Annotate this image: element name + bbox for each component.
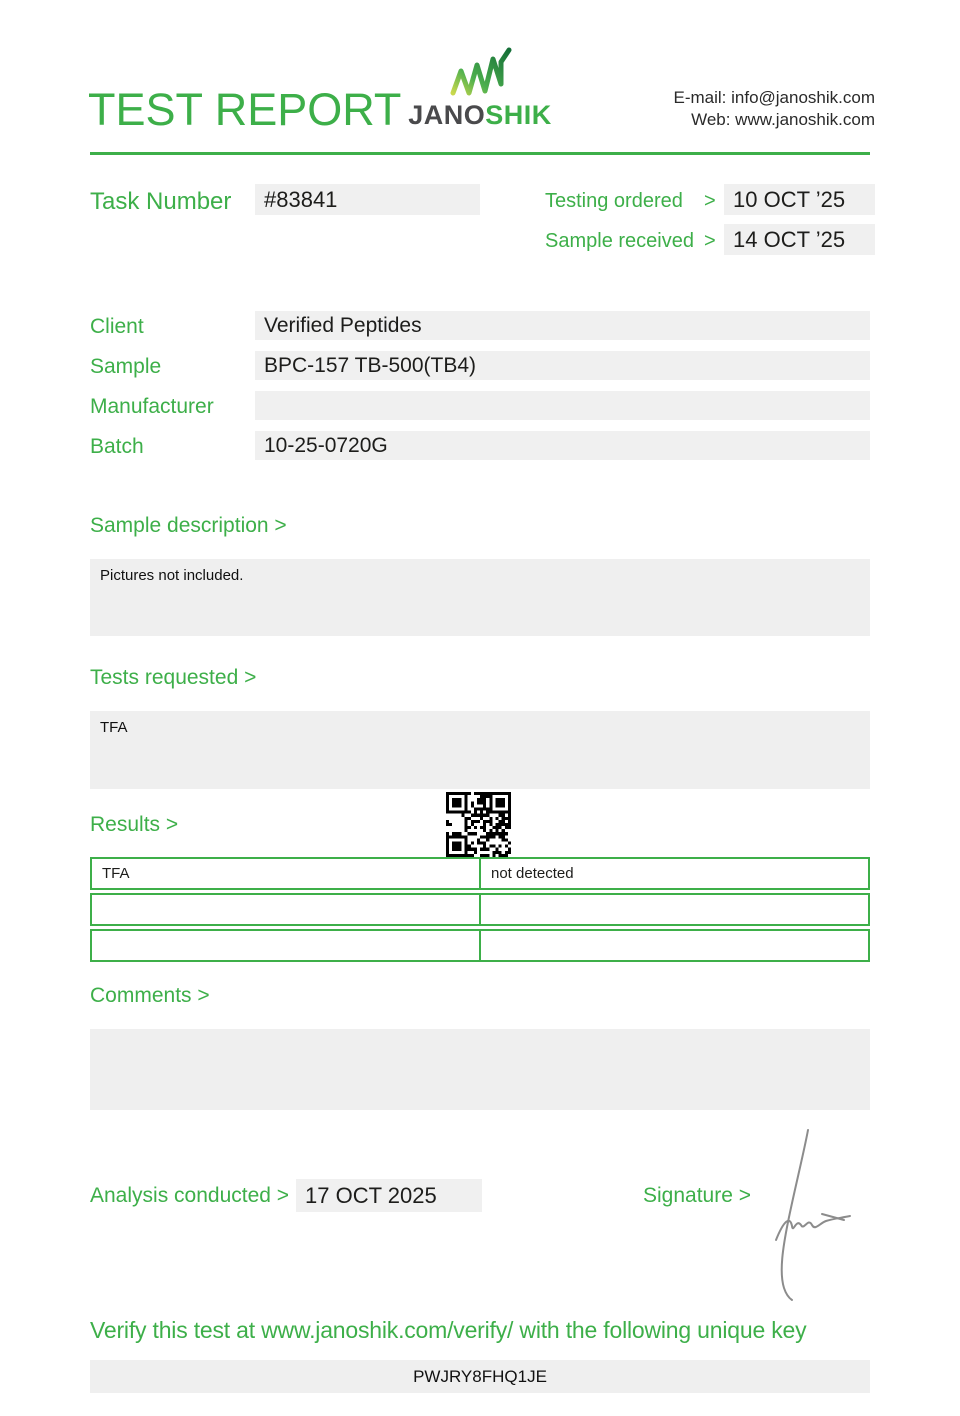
signature-label: Signature > [643,1184,751,1207]
table-row [90,857,870,890]
result-test-name [92,895,481,924]
tests-requested-box: TFA [90,711,870,789]
verify-instruction: Verify this test at www.janoshik.com/verify/ with the following unique key [90,1317,807,1343]
result-test-name: TFA [92,859,481,888]
sample-value: BPC-157 TB-500(TB4) [255,351,870,380]
sample-received-label: Sample received [545,230,694,252]
logo-chart-icon [445,44,515,98]
table-row [90,893,870,926]
header-divider [90,152,870,155]
contact-info [674,87,876,131]
testing-ordered-value: 10 OCT ’25 [724,184,875,215]
sample-description-box: Pictures not included. [90,559,870,636]
result-test-name [92,931,481,960]
result-test-value [481,895,868,924]
testing-ordered-arrow: > [704,190,716,212]
client-label: Client [90,315,144,338]
signature-image [762,1122,877,1307]
manufacturer-value [255,391,870,420]
batch-value: 10-25-0720G [255,431,870,460]
contact-web: Web: www.janoshik.com [691,110,875,129]
analysis-conducted-label: Analysis conducted > [90,1184,290,1207]
sample-label: Sample [90,355,162,378]
result-test-value: not detected [491,865,574,882]
client-value: Verified Peptides [255,311,870,340]
page-title: TEST REPORT [88,84,402,135]
logo-wordmark-green: SHIK [485,100,552,130]
sample-received-arrow: > [704,230,716,252]
results-label: Results > [90,813,179,836]
task-number-value: #83841 [255,184,480,215]
result-test-value [481,931,868,960]
analysis-conducted-value: 17 OCT 2025 [296,1179,482,1212]
sample-description-label: Sample description > [90,514,287,537]
logo [398,44,562,131]
manufacturer-label: Manufacturer [90,395,214,418]
logo-wordmark [398,100,562,131]
results-table [90,857,870,965]
sample-received-value: 14 OCT ’25 [724,224,875,255]
task-number-label: Task Number [90,188,232,215]
contact-email: E-mail: info@janoshik.com [673,88,875,107]
qr-code [446,792,511,857]
testing-ordered-label: Testing ordered [545,190,683,212]
comments-box [90,1029,870,1110]
comments-label: Comments > [90,984,210,1007]
table-row [90,929,870,962]
logo-wordmark-dark: JANO [408,100,486,130]
tests-requested-label: Tests requested > [90,666,257,689]
verify-key: PWJRY8FHQ1JE [90,1360,870,1393]
batch-label: Batch [90,435,144,458]
